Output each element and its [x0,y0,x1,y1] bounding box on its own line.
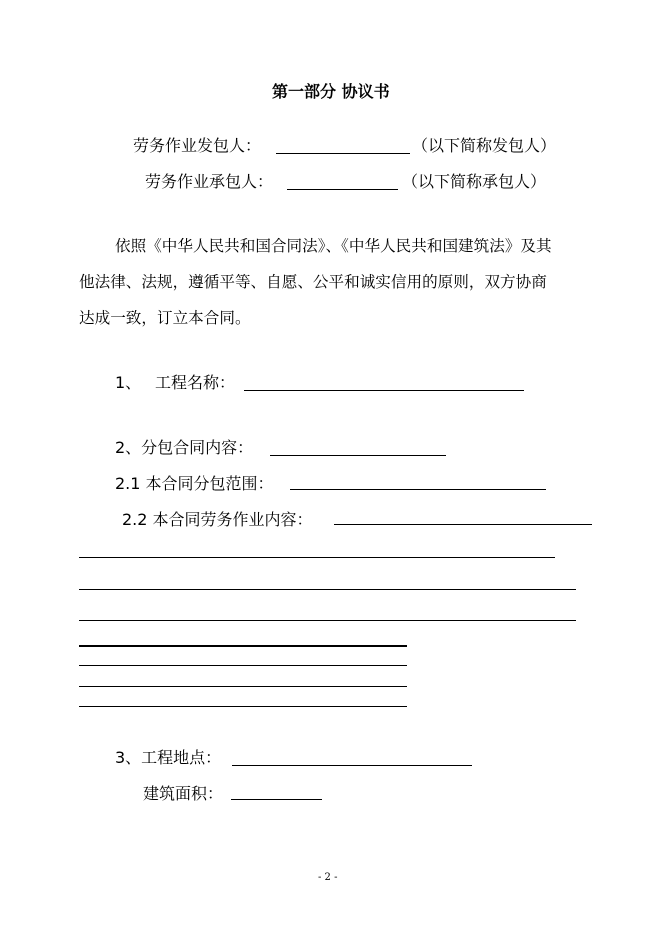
page-title: 第一部分 协议书 [272,82,390,101]
labor-content-blank-4[interactable] [79,620,576,621]
subcontractor-note: （以下简称承包人） [402,172,547,191]
labor-content-blank-2[interactable] [79,557,555,558]
area-label: 建筑面积： [143,784,224,803]
labor-content-label: 2.2 本合同劳务作业内容： [122,510,313,529]
subcontract-content-blank[interactable] [270,455,446,456]
location-label: 3、工程地点： [115,748,222,767]
preamble-line-1: 依照《中华人民共和国合同法》、《中华人民共和国建筑法》及其 [115,237,552,255]
labor-content-blank-7[interactable] [79,686,407,687]
subcontractor-blank[interactable] [287,189,398,190]
contractor-note: （以下简称发包人） [412,136,557,155]
labor-content-blank-8[interactable] [79,706,407,707]
page-number: - 2 - [318,872,338,883]
project-name-number: 1、 [115,373,142,392]
labor-content-blank-6[interactable] [79,665,407,666]
location-blank[interactable] [232,765,472,766]
labor-content-blank-5[interactable] [79,645,407,647]
contractor-label: 劳务作业发包人： [133,136,262,155]
preamble-line-2: 他法律、法规，遵循平等、自愿、公平和诚实信用的原则，双方协商 [79,273,547,291]
project-name-label: 工程名称： [155,373,236,392]
subcontractor-label: 劳务作业承包人： [145,172,274,191]
project-name-blank[interactable] [244,390,524,391]
labor-content-blank-1[interactable] [334,524,592,525]
scope-label: 2.1 本合同分包范围： [115,474,274,493]
labor-content-blank-3[interactable] [79,589,576,590]
scope-blank[interactable] [290,489,546,490]
preamble-line-3: 达成一致，订立本合同。 [79,309,251,327]
subcontract-content-label: 2、分包合同内容： [115,438,254,457]
area-blank[interactable] [231,799,322,800]
contractor-blank[interactable] [276,153,410,154]
